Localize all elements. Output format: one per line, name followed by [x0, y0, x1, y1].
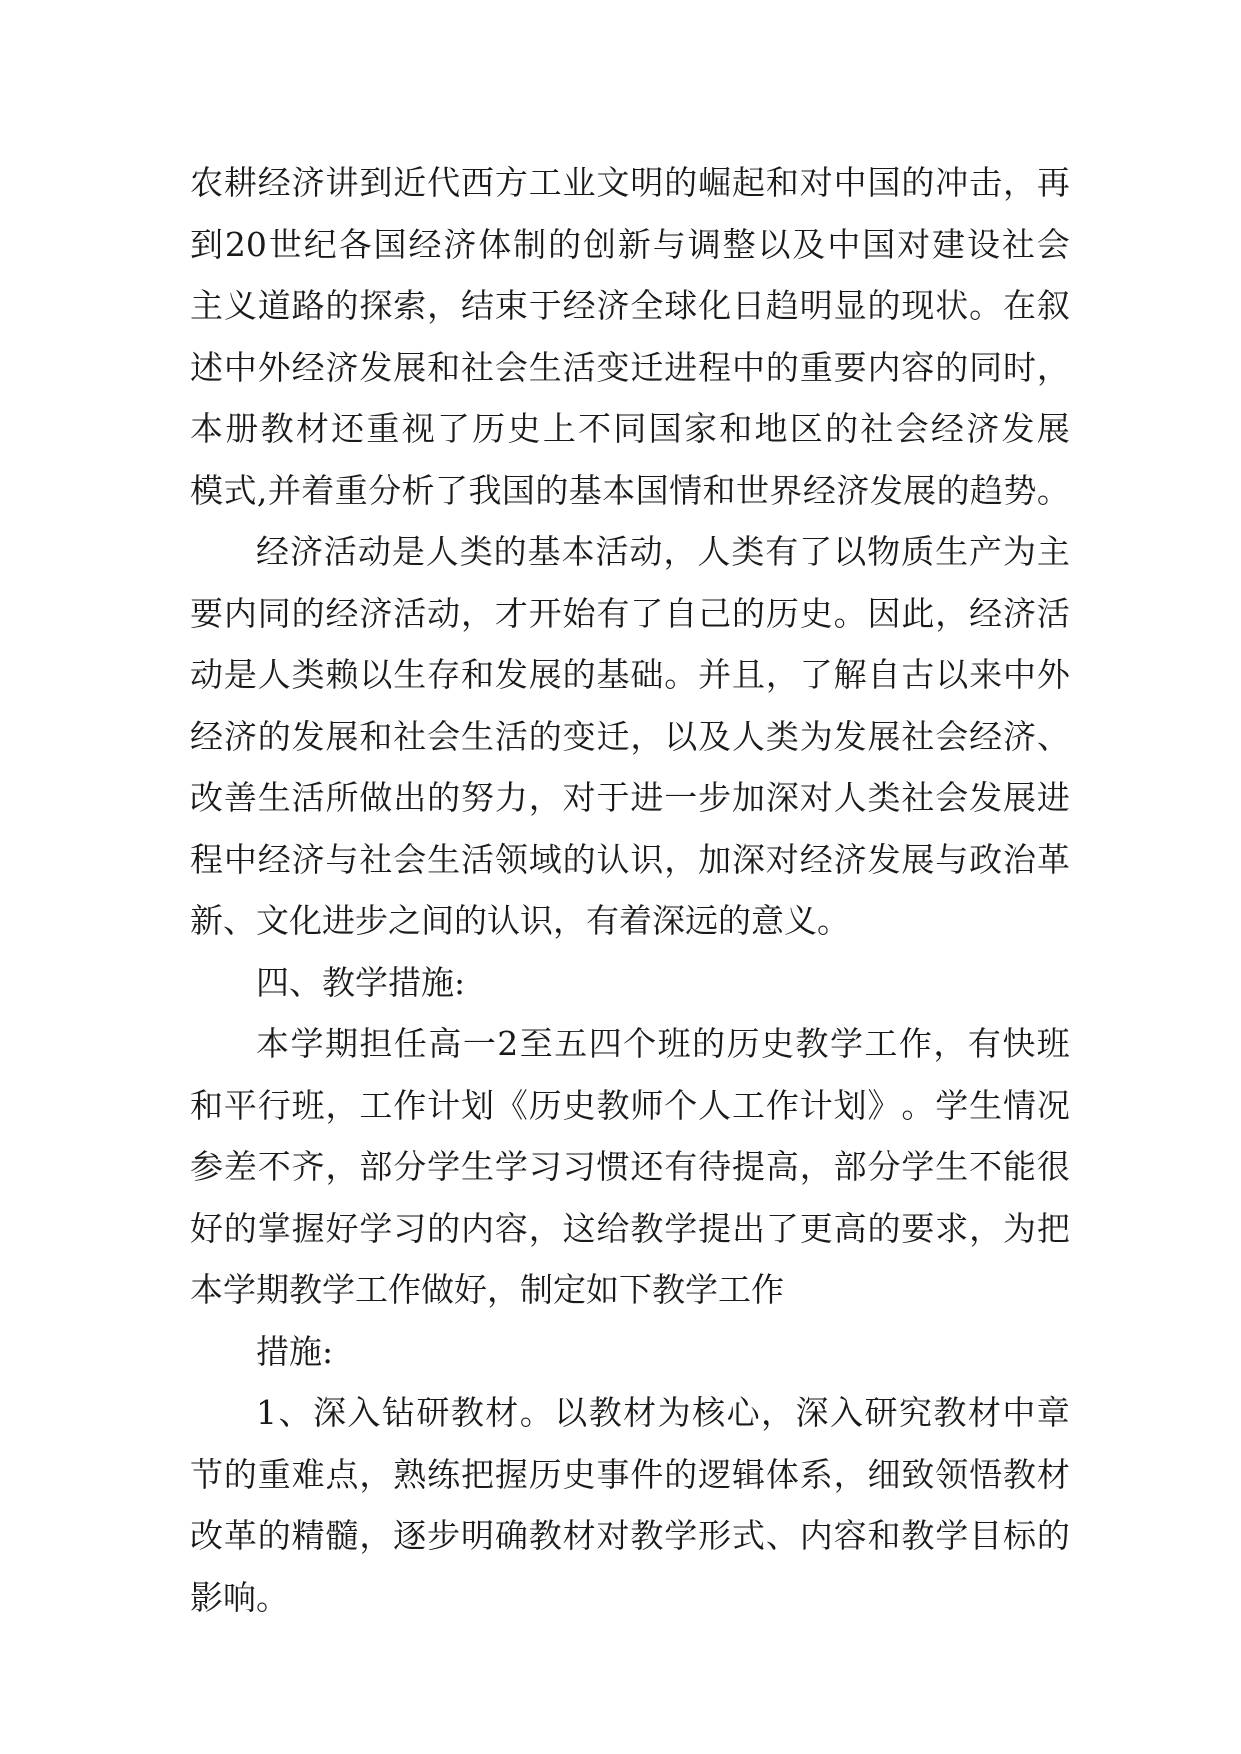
- text-line: 主 义 道 路 的 探 索 ， 结 束 于 经 济 全 球 化 日 趋 明 显 的 现 状 。 在 叙: [190, 286, 1070, 325]
- text-line: 节 的 重 难 点 ， 熟 练 把 握 历 史 事 件 的 逻 辑 体 系 ， 细 致 领 悟 教 材: [190, 1454, 1070, 1494]
- text-line: 1 、 深 入 钻 研 教 材 。 以 教 材 为 核 心 ， 深 入 研 究 教 材 中 章: [256, 1393, 1070, 1432]
- text-line: 影响。: [190, 1577, 289, 1617]
- text-line: 好 的 掌 握 好 学 习 的 内 容 ， 这 给 教 学 提 出 了 更 高 的 要 求 ， 为 把: [190, 1208, 1070, 1248]
- text-line: 本学期教学工作做好，制定如下教学工作: [190, 1270, 784, 1309]
- text-line: 要 内 同 的 经 济 活 动 ， 才 开 始 有 了 自 己 的 历 史 。 因 此 ， 经 济 活: [190, 593, 1070, 633]
- text-line: 经 济 的 发 展 和 社 会 生 活 的 变 迁 ， 以 及 人 类 为 发 展 社 会 经 济 、: [190, 716, 1070, 756]
- text-line: 到 20 世 纪 各 国 经 济 体 制 的 创 新 与 调 整 以 及 中 国 对 建 设 社 会: [190, 224, 1070, 264]
- text-line: 措施:: [256, 1331, 334, 1371]
- text-line: 参 差 不 齐 ， 部 分 学 生 学 习 习 惯 还 有 待 提 高 ， 部 分 学 生 不 能 很: [190, 1147, 1070, 1186]
- text-line: 农 耕 经 济 讲 到 近 代 西 方 工 业 文 明 的 崛 起 和 对 中 国 的 冲 击 ， 再: [190, 163, 1070, 202]
- text-line: 本 册 教 材 还 重 视 了 历 史 上 不 同 国 家 和 地 区 的 社 会 经 济 发 展: [190, 409, 1070, 448]
- text-line: 新、文化进步之间的认识，有着深远的意义。: [190, 901, 850, 940]
- text-line: 改 善 生 活 所 做 出 的 努 力 ， 对 于 进 一 步 加 深 对 人 类 社 会 发 展 进: [190, 778, 1070, 817]
- text-line: 程 中 经 济 与 社 会 生 活 领 域 的 认 识 ， 加 深 对 经 济 发 展 与 政 治 革: [190, 839, 1070, 879]
- text-line: 改 革 的 精 髓 ， 逐 步 明 确 教 材 对 教 学 形 式 、 内 容 和 教 学 目 标 的: [190, 1516, 1070, 1555]
- text-line: 经 济 活 动 是 人 类 的 基 本 活 动 ， 人 类 有 了 以 物 质 生 产 为 主: [256, 532, 1070, 571]
- text-line: 模 式 , 并 着 重 分 析 了 我 国 的 基 本 国 情 和 世 界 经 济 发 展 的 趋 势 。: [190, 470, 1070, 510]
- text-line: 本 学 期 担 任 高 一 2 至 五 四 个 班 的 历 史 教 学 工 作 ， 有 快 班: [256, 1024, 1070, 1063]
- document-body: [190, 152, 1070, 1628]
- text-line: 和 平 行 班 ， 工 作 计 划 《 历 史 教 师 个 人 工 作 计 划 》 。 学 生 情 况: [190, 1085, 1070, 1125]
- text-line: 四、教学措施:: [256, 962, 466, 1002]
- text-line: 述 中 外 经 济 发 展 和 社 会 生 活 变 迁 进 程 中 的 重 要 内 容 的 同 时 ，: [190, 347, 1070, 387]
- text-line: 动 是 人 类 赖 以 生 存 和 发 展 的 基 础 。 并 且 ， 了 解 自 古 以 来 中 外: [190, 655, 1070, 694]
